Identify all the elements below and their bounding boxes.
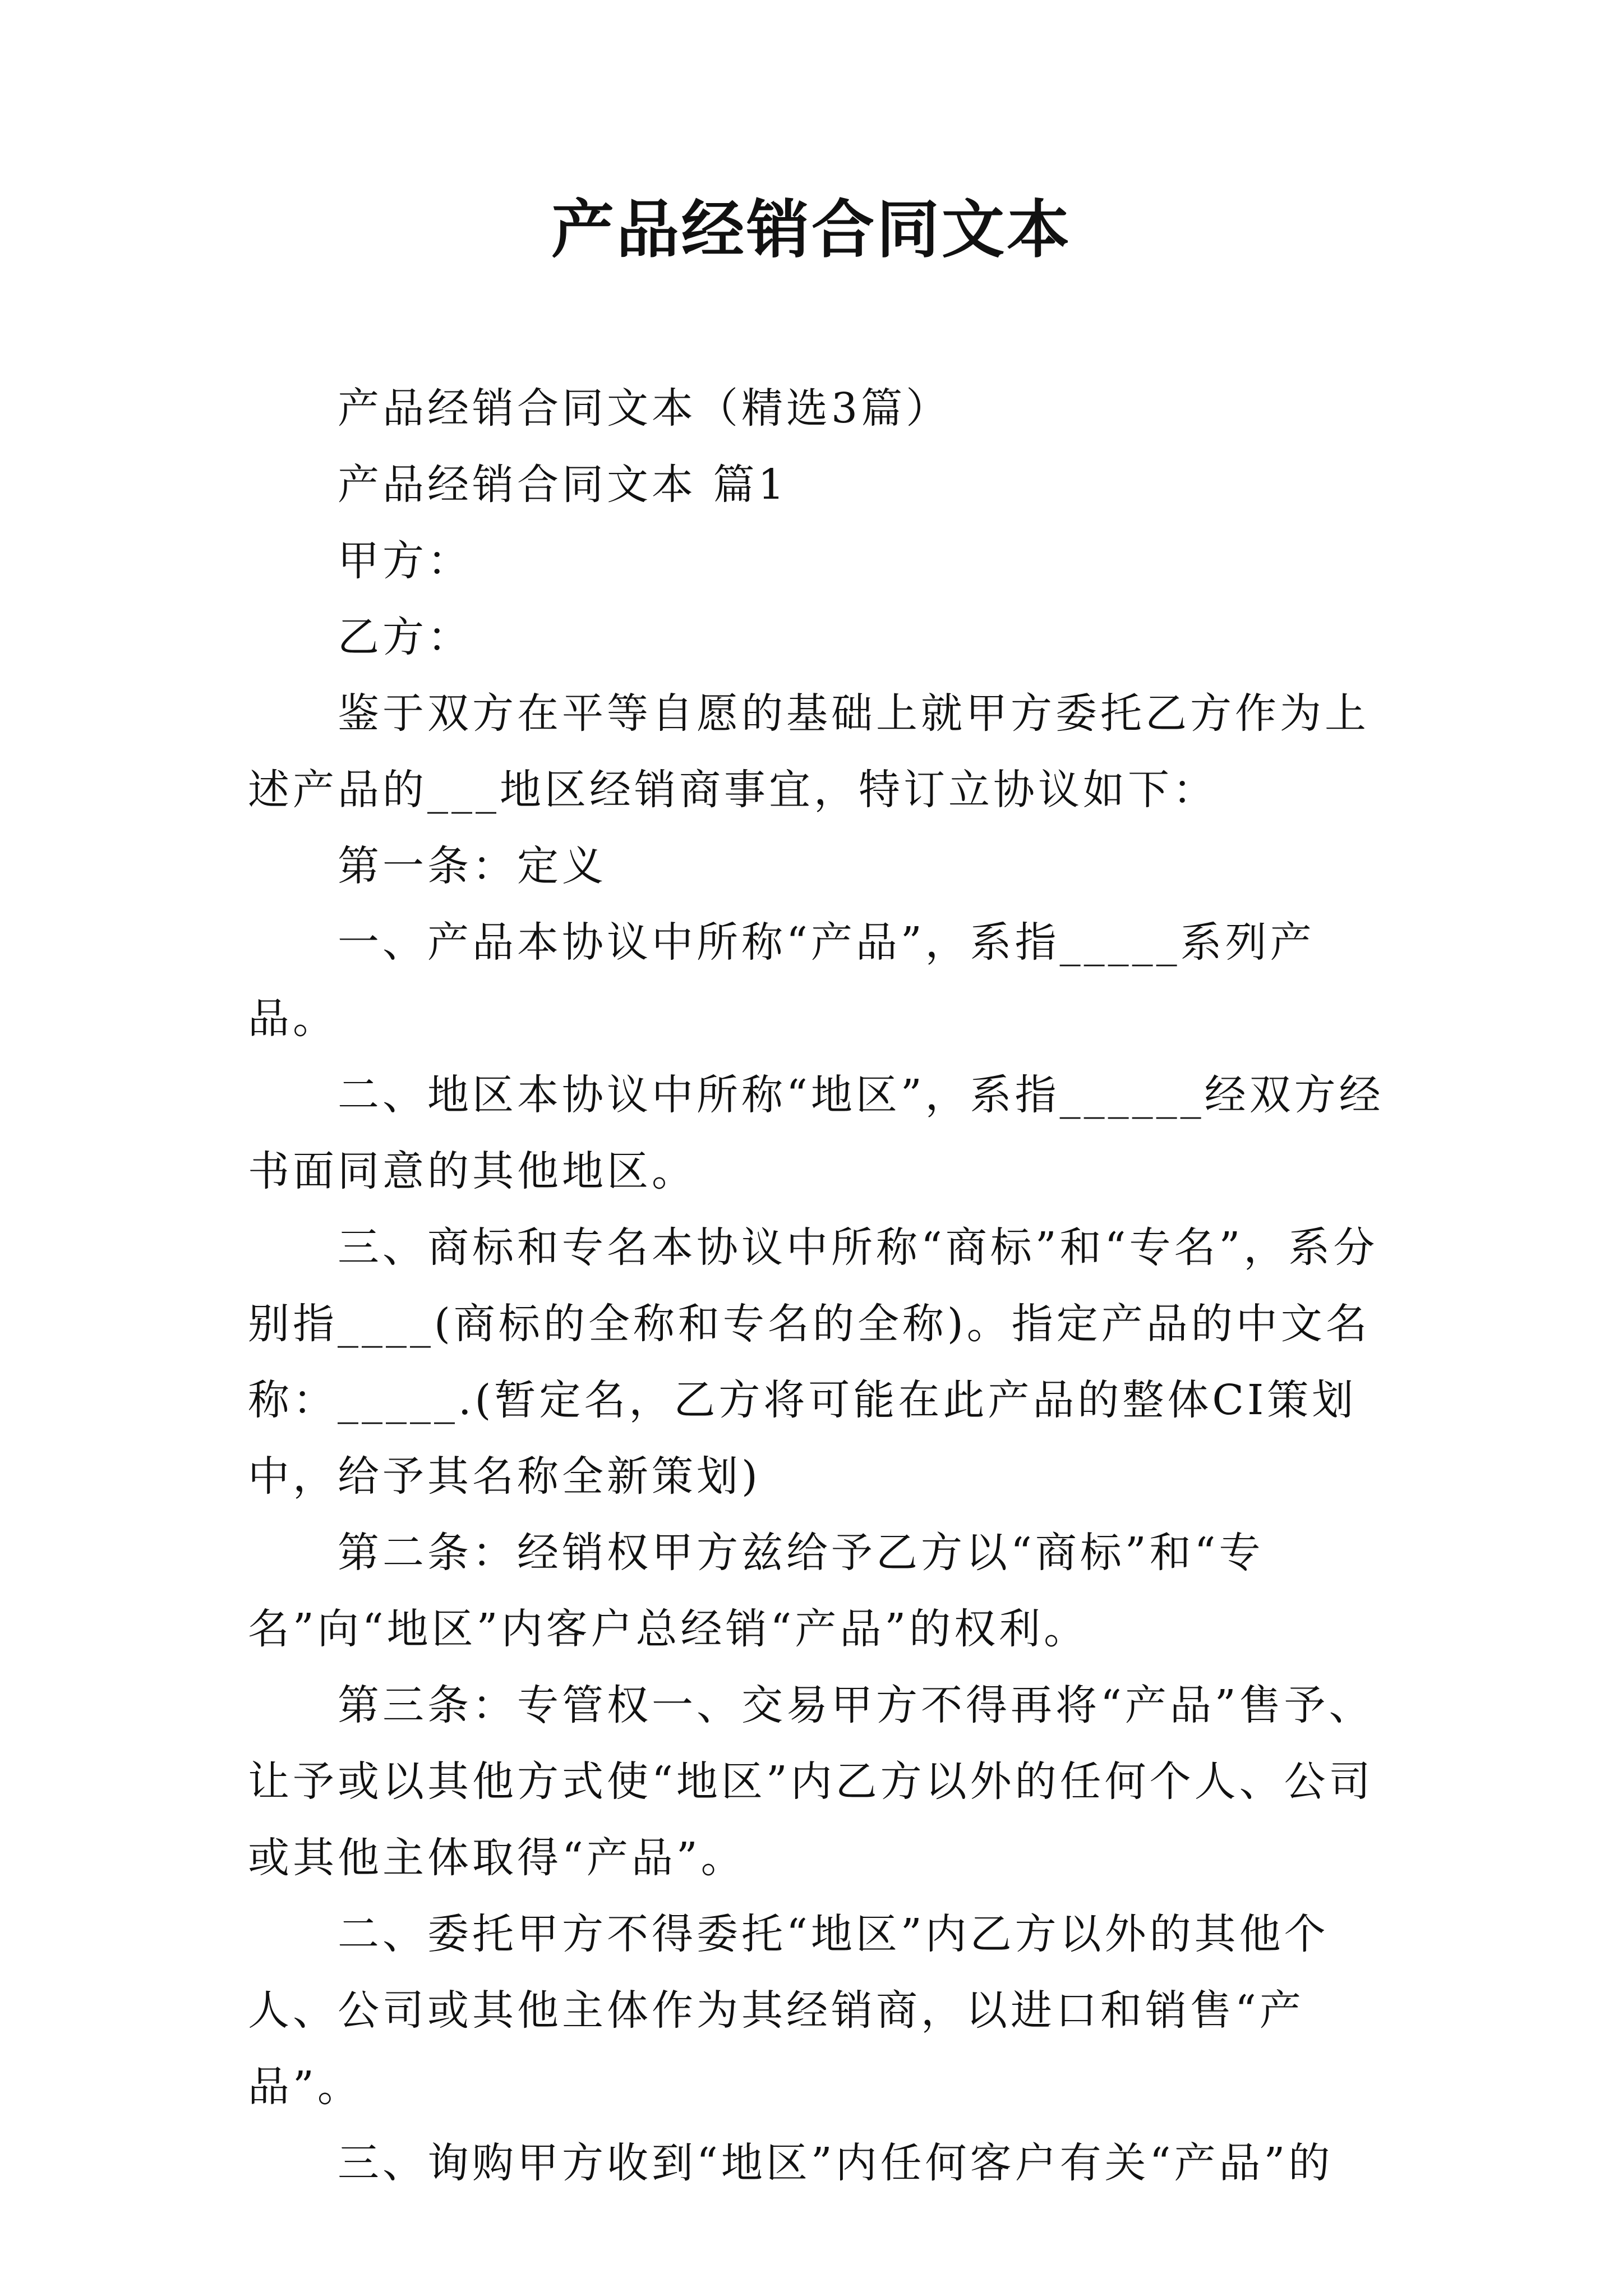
paragraph-article-1-heading: 第一条：定义 — [338, 842, 607, 890]
paragraph-article-3-item-2: 二、委托甲方不得委托“地区”内乙方以外的其他个人、公司或其他主体作为其经销商，以进口和销售“产品”。 — [248, 1910, 1329, 2111]
paragraph-article-1-item-1: 一、产品本协议中所称“产品”，系指_____系列产品。 — [248, 918, 1315, 1043]
paragraph-party-b: 乙方： — [338, 613, 472, 661]
paragraph-preamble: 鉴于双方在平等自愿的基础上就甲方委托乙方作为上述产品的___地区经销商事宜，特订立协议如下： — [248, 689, 1370, 814]
paragraph-article-2: 第二条：经销权甲方兹给予乙方以“商标”和“专名”向“地区”内客户总经销“产品”的权利。 — [248, 1529, 1264, 1653]
paragraph-part-heading: 产品经销合同文本 篇1 — [338, 461, 788, 509]
document-title: 产品经销合同文本 — [551, 193, 1072, 266]
paragraph-article-1-item-2: 二、地区本协议中所称“地区”，系指______经双方经书面同意的其他地区。 — [248, 1071, 1384, 1195]
paragraph-party-a: 甲方： — [338, 537, 472, 585]
document-body — [248, 370, 1392, 2201]
paragraph-article-1-item-3: 三、商标和专名本协议中所称“商标”和“专名”，系分别指____(商标的全称和专名的全称)。指定产品的中文名称：_____.(暂定名，乙方将可能在此产品的整体CI策划中，给予其名称全新策划) — [248, 1223, 1378, 1501]
paragraph-article-3-item-1: 第三条：专管权一、交易甲方不得再将“产品”售予、让予或以其他方式使“地区”内乙方以外的任何个人、公司或其他主体取得“产品”。 — [248, 1681, 1374, 1882]
paragraph-subtitle: 产品经销合同文本（精选3篇） — [338, 384, 951, 432]
paragraph-article-3-item-3: 三、询购甲方收到“地区”内任何客户有关“产品”的 — [338, 2139, 1334, 2187]
